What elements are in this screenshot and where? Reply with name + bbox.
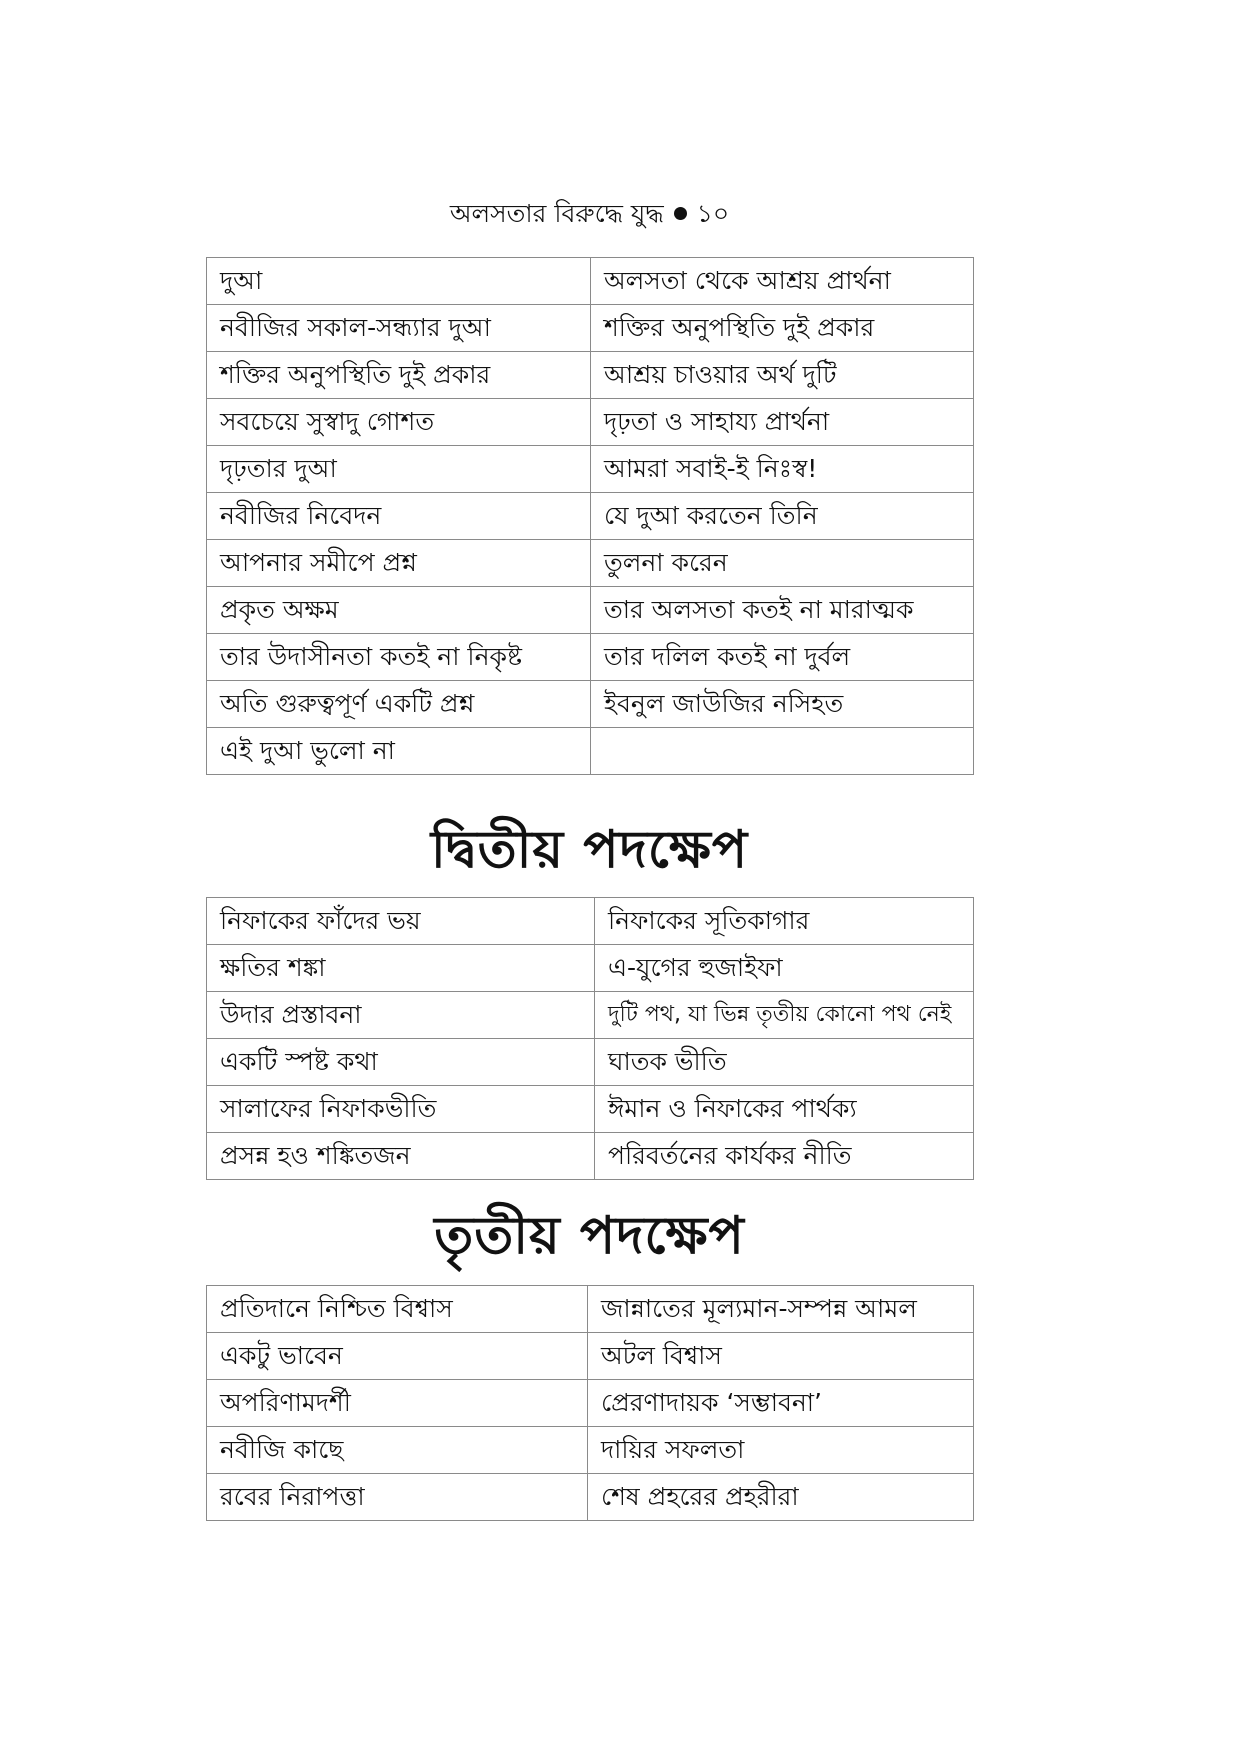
toc-entry: পরিবর্তনের কার্যকর নীতি (595, 1133, 974, 1180)
toc-table-body (207, 258, 974, 775)
table-row (207, 1039, 974, 1086)
table-row (207, 587, 974, 634)
toc-entry: দুটি পথ, যা ভিন্ন তৃতীয় কোনো পথ নেই (595, 992, 974, 1039)
table-row (207, 1286, 974, 1333)
toc-entry: আমরা সবাই-ই নিঃস্ব! (591, 446, 974, 493)
toc-entry: ইবনুল জাউজির নসিহত (591, 681, 974, 728)
table-row (207, 728, 974, 775)
toc-table (206, 897, 974, 1180)
toc-entry: দুআ (207, 258, 591, 305)
toc-entry: এ-যুগের হুজাইফা (595, 945, 974, 992)
toc-entry: এই দুআ ভুলো না (207, 728, 591, 775)
table-row (207, 1086, 974, 1133)
toc-entry: তার দলিল কতই না দুর্বল (591, 634, 974, 681)
toc-entry: তার উদাসীনতা কতই না নিকৃষ্ট (207, 634, 591, 681)
table-row (207, 305, 974, 352)
bullet-icon (674, 207, 687, 220)
table-row (207, 1380, 974, 1427)
toc-entry: ঈমান ও নিফাকের পার্থক্য (595, 1086, 974, 1133)
toc-entry (591, 728, 974, 775)
toc-entry: শক্তির অনুপস্থিতি দুই প্রকার (207, 352, 591, 399)
table-row (207, 945, 974, 992)
toc-entry: আপনার সমীপে প্রশ্ন (207, 540, 591, 587)
toc-table (206, 1285, 974, 1521)
table-row (207, 540, 974, 587)
toc-entry: নবীজির সকাল-সন্ধ্যার দুআ (207, 305, 591, 352)
page-header (206, 196, 973, 232)
toc-entry: ক্ষতির শঙ্কা (207, 945, 595, 992)
toc-entry: ঘাতক ভীতি (595, 1039, 974, 1086)
toc-entry: দৃঢ়তা ও সাহায্য প্রার্থনা (591, 399, 974, 446)
toc-table-body (207, 1286, 974, 1521)
table-row (207, 1427, 974, 1474)
toc-entry: তুলনা করেন (591, 540, 974, 587)
section-title: তৃতীয় পদক্ষেপ (434, 1206, 745, 1266)
toc-entry: শক্তির অনুপস্থিতি দুই প্রকার (591, 305, 974, 352)
toc-table (206, 257, 974, 775)
toc-entry: যে দুআ করতেন তিনি (591, 493, 974, 540)
table-row (207, 258, 974, 305)
page-number: ১০ (696, 199, 730, 228)
toc-entry: অপরিণামদর্শী (207, 1380, 588, 1427)
toc-entry: উদার প্রস্তাবনা (207, 992, 595, 1039)
table-row (207, 681, 974, 728)
table-row (207, 399, 974, 446)
toc-entry: দৃঢ়তার দুআ (207, 446, 591, 493)
toc-entry: সালাফের নিফাকভীতি (207, 1086, 595, 1133)
toc-entry: অটল বিশ্বাস (588, 1333, 974, 1380)
running-title: অলসতার বিরুদ্ধে যুদ্ধ (449, 199, 664, 228)
toc-entry: নবীজির নিবেদন (207, 493, 591, 540)
table-row (207, 1474, 974, 1521)
table-row (207, 352, 974, 399)
toc-entry: নিফাকের সূতিকাগার (595, 898, 974, 945)
toc-table-body (207, 898, 974, 1180)
toc-entry: প্রকৃত অক্ষম (207, 587, 591, 634)
table-row (207, 446, 974, 493)
toc-entry: আশ্রয় চাওয়ার অর্থ দুটি (591, 352, 974, 399)
toc-entry: অতি গুরুত্বপূর্ণ একটি প্রশ্ন (207, 681, 591, 728)
table-row (207, 1133, 974, 1180)
toc-entry: নবীজি কাছে (207, 1427, 588, 1474)
toc-entry: প্রতিদানে নিশ্চিত বিশ্বাস (207, 1286, 588, 1333)
toc-entry: সবচেয়ে সুস্বাদু গোশত (207, 399, 591, 446)
toc-entry: রবের নিরাপত্তা (207, 1474, 588, 1521)
toc-entry: অলসতা থেকে আশ্রয় প্রার্থনা (591, 258, 974, 305)
toc-entry: একটি স্পষ্ট কথা (207, 1039, 595, 1086)
table-row (207, 493, 974, 540)
toc-entry: জান্নাতের মূল্যমান-সম্পন্ন আমল (588, 1286, 974, 1333)
toc-entry: শেষ প্রহরের প্রহরীরা (588, 1474, 974, 1521)
toc-entry: দায়ির সফলতা (588, 1427, 974, 1474)
toc-entry: একটু ভাবেন (207, 1333, 588, 1380)
toc-entry: প্রেরণাদায়ক ‘সম্ভাবনা’ (588, 1380, 974, 1427)
toc-entry: তার অলসতা কতই না মারাত্মক (591, 587, 974, 634)
toc-entry: প্রসন্ন হও শঙ্কিতজন (207, 1133, 595, 1180)
table-row (207, 1333, 974, 1380)
table-row (207, 992, 974, 1039)
toc-entry: নিফাকের ফাঁদের ভয় (207, 898, 595, 945)
table-row (207, 634, 974, 681)
table-row (207, 898, 974, 945)
section-title: দ্বিতীয় পদক্ষেপ (430, 820, 749, 880)
